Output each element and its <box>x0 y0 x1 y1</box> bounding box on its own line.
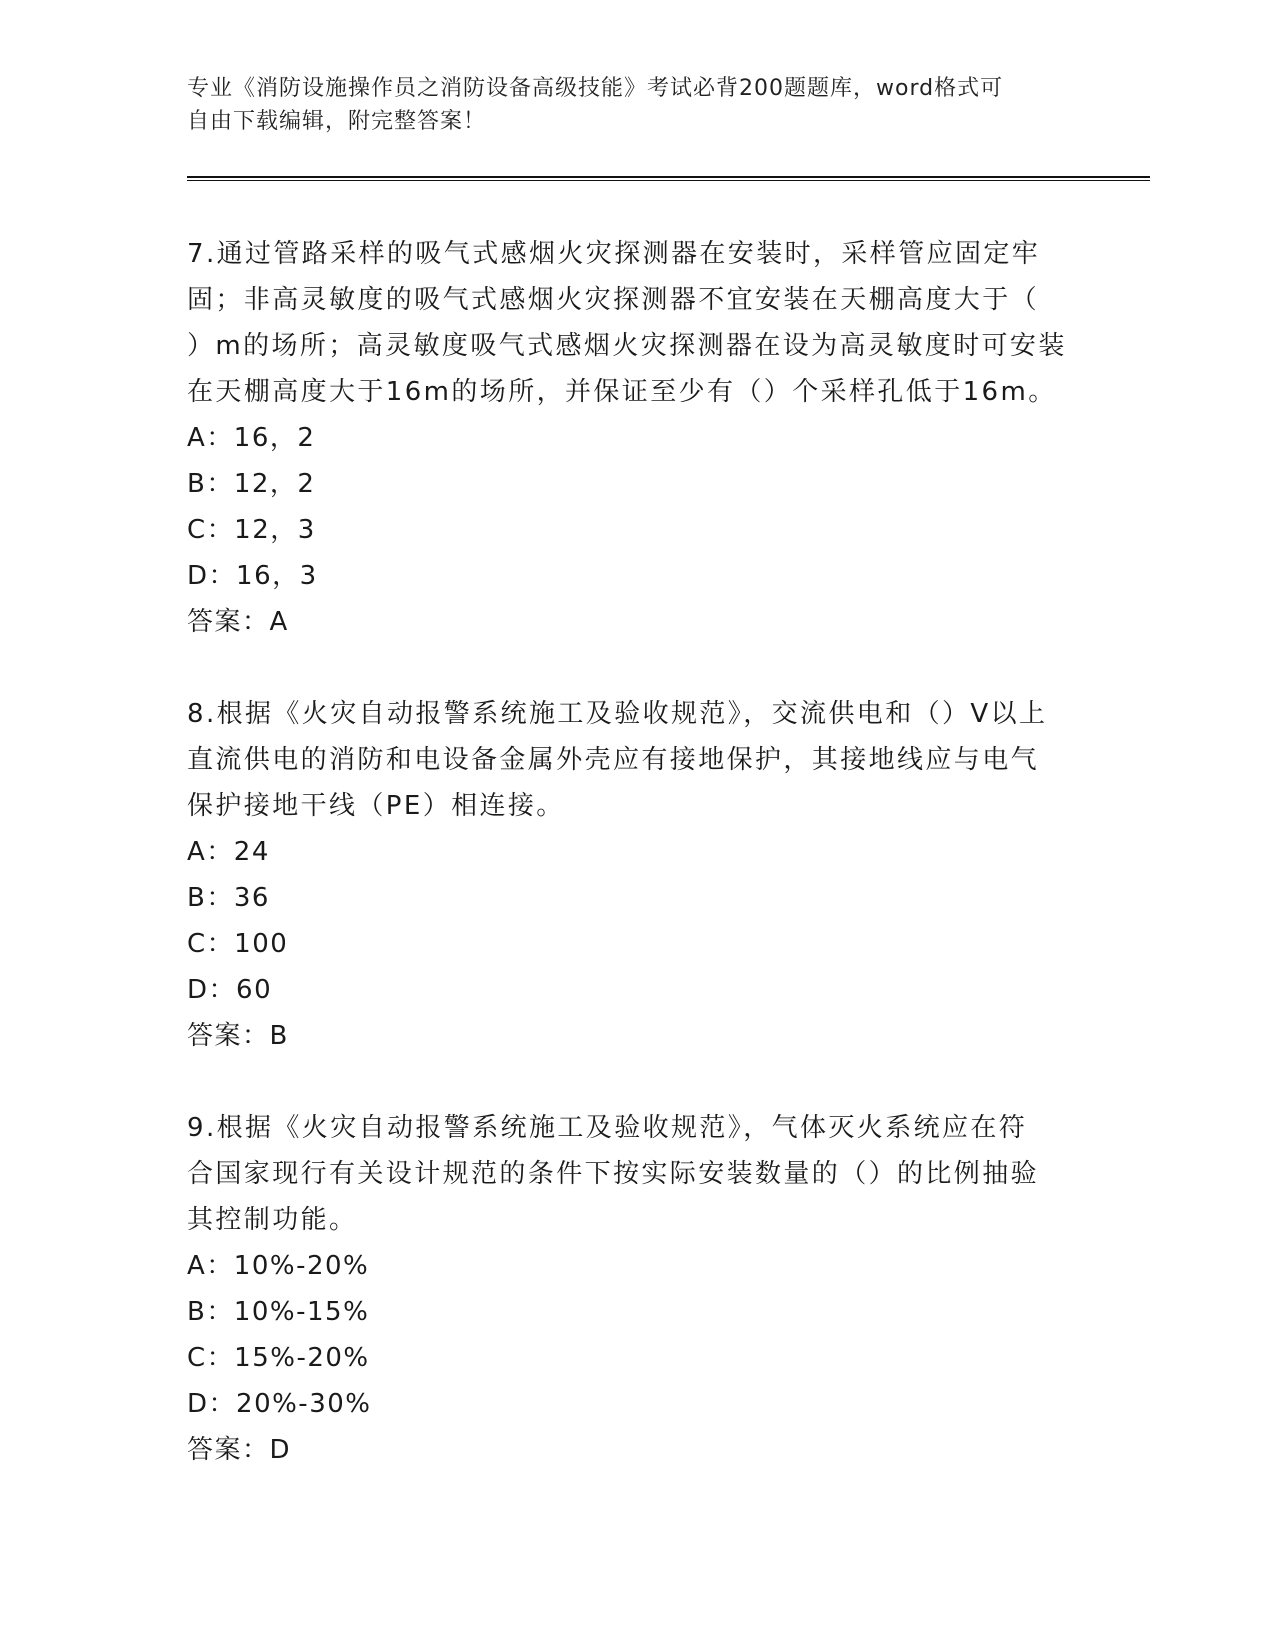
question-9 <box>187 1105 1087 1473</box>
question-stem <box>187 691 1087 829</box>
question-stem-line: 保护接地干线（PE）相连接。 <box>187 791 565 821</box>
question-stem-line: 合国家现行有关设计规范的条件下按实际安装数量的（）的比例抽验 <box>187 1159 1040 1189</box>
question-stem-line: 固；非高灵敏度的吸气式感烟火灾探测器不宜安装在天棚高度大于（ <box>187 285 1040 315</box>
option-c: C：15%-20% <box>187 1343 370 1373</box>
question-stem-line: 7.通过管路采样的吸气式感烟火灾探测器在安装时，采样管应固定牢 <box>187 239 1041 269</box>
question-list <box>187 231 1087 1473</box>
option-d: D：20%-30% <box>187 1389 372 1419</box>
question-stem-line: 8.根据《火灾自动报警系统施工及验收规范》，交流供电和（）V以上 <box>187 699 1048 729</box>
question-stem-line: 9.根据《火灾自动报警系统施工及验收规范》，气体灭火系统应在符 <box>187 1113 1028 1143</box>
question-stem <box>187 231 1087 415</box>
header-line: 专业《消防设施操作员之消防设备高级技能》考试必背200题题库，word格式可 <box>187 76 1004 101</box>
header-divider <box>187 176 1150 181</box>
question-stem-line: 在天棚高度大于16m的场所，并保证至少有（）个采样孔低于16m。 <box>187 377 1057 407</box>
header-line: 自由下载编辑，附完整答案！ <box>187 109 487 134</box>
option-d: D：60 <box>187 975 273 1005</box>
answer: 答案：A <box>187 607 289 637</box>
answer: 答案：D <box>187 1435 292 1465</box>
question-stem-line: 直流供电的消防和电设备金属外壳应有接地保护，其接地线应与电气 <box>187 745 1040 775</box>
option-b: B：12，2 <box>187 469 316 499</box>
option-a: A：16，2 <box>187 423 316 453</box>
question-8 <box>187 691 1087 1059</box>
question-7 <box>187 231 1087 645</box>
option-b: B：10%-15% <box>187 1297 370 1327</box>
question-stem-line: ）m的场所；高灵敏度吸气式感烟火灾探测器在设为高灵敏度时可安装 <box>187 331 1067 361</box>
option-c: C：100 <box>187 929 289 959</box>
question-stem <box>187 1105 1087 1243</box>
document-header <box>187 72 1067 138</box>
option-b: B：36 <box>187 883 270 913</box>
option-d: D：16，3 <box>187 561 318 591</box>
option-a: A：24 <box>187 837 270 867</box>
option-c: C：12，3 <box>187 515 316 545</box>
option-a: A：10%-20% <box>187 1251 370 1281</box>
question-stem-line: 其控制功能。 <box>187 1205 358 1235</box>
question-gap <box>187 645 1087 691</box>
question-gap <box>187 1059 1087 1105</box>
answer: 答案：B <box>187 1021 289 1051</box>
